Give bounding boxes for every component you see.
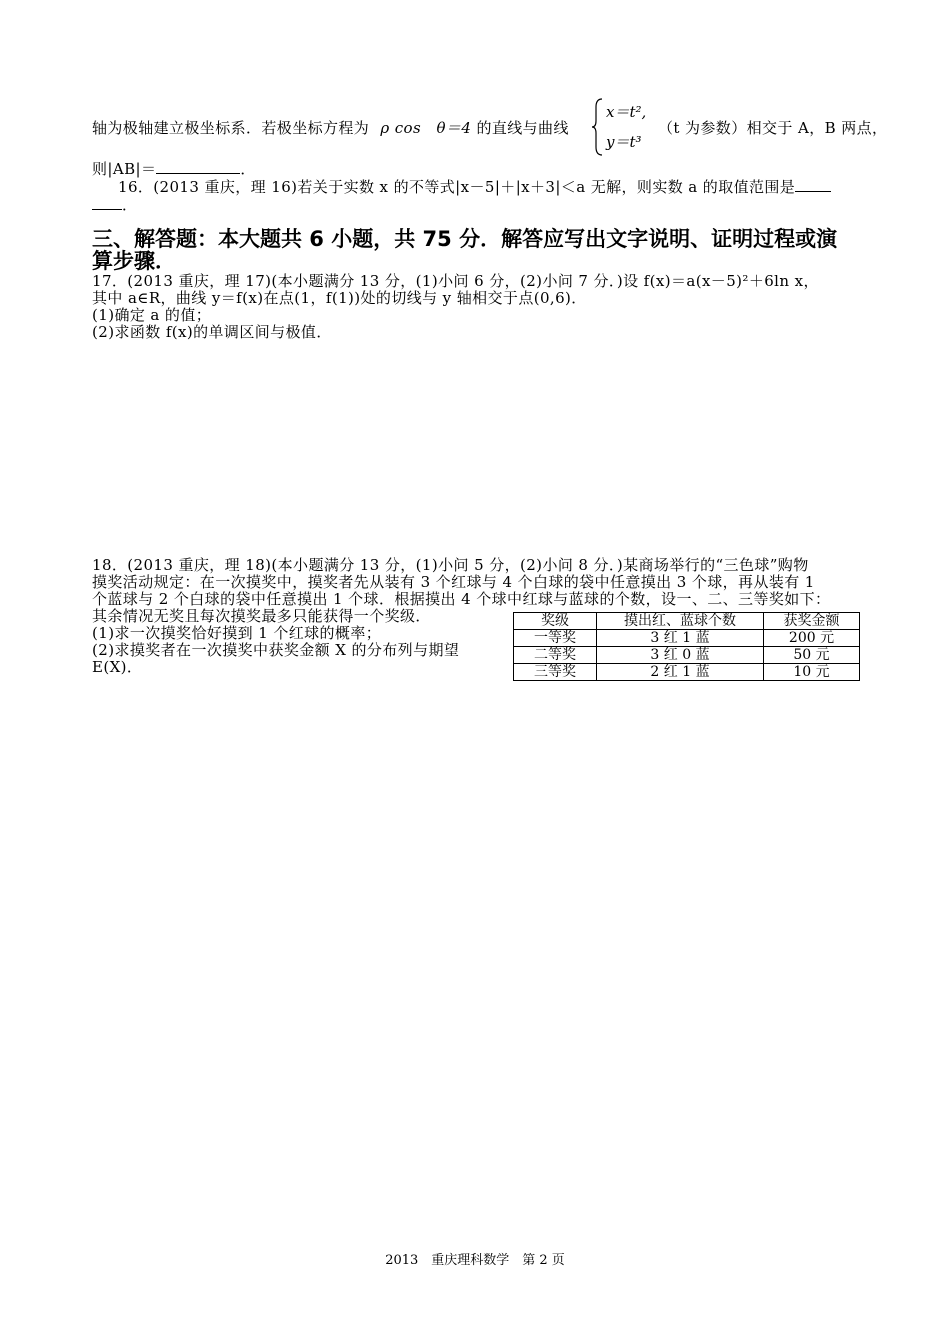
q17-part2: (2)求函数 f(x)的单调区间与极值． xyxy=(92,323,332,341)
q15-polar-equation: ρ cos θ＝4 xyxy=(380,119,472,137)
q15-line1 xyxy=(92,120,569,137)
table-cell: 三等奖 xyxy=(514,664,597,681)
prize-table xyxy=(513,612,860,681)
answer-blank xyxy=(795,177,831,192)
q18-part1: (1)求一次摸奖恰好摸到 1 个红球的概率； xyxy=(92,624,382,642)
table-cell: 2 红 1 蓝 xyxy=(597,664,764,681)
table-header-row xyxy=(514,613,860,630)
q17-line1: 17．(2013 重庆，理 17)(本小题满分 13 分，(1)小问 6 分，(2)小问 7 分．)设 f(x)＝a(x－5)²＋6ln x， xyxy=(92,272,819,290)
table-cell: 10 元 xyxy=(764,664,860,681)
table-cell: 二等奖 xyxy=(514,647,597,664)
q16-text: 16．(2013 重庆，理 16)若关于实数 x 的不等式|x－5|＋|x＋3|＜a 无解，则实数 a 的取值范围是 xyxy=(118,178,796,196)
table-cell: 50 元 xyxy=(764,647,860,664)
q18-part2-cont: E(X)． xyxy=(92,658,143,676)
q15-text-d: （t 为参数）相交于 A，B 两点， xyxy=(658,119,888,137)
q18-line3: 个蓝球与 2 个白球的袋中任意摸出 1 个球．根据摸出 4 个球中红球与蓝球的个数，设一、二、三等奖如下： xyxy=(92,590,831,608)
q16-line1 xyxy=(118,177,831,196)
parametric-eq-x: x＝t², xyxy=(606,103,647,121)
page-footer: 2013 重庆理科数学 第 2 页 xyxy=(385,1253,565,1268)
q15-text-a: 轴为极轴建立极坐标系．若极坐标方程为 xyxy=(92,119,370,137)
q15-ab-label: 则|AB|＝ xyxy=(92,160,157,178)
q15-line2: 则|AB|＝ ． xyxy=(92,160,256,178)
section-heading-line1: 三、解答题：本大题共 6 小题，共 75 分．解答应写出文字说明、证明过程或演 xyxy=(92,227,838,251)
table-row xyxy=(514,647,860,664)
q15-text-c: 的直线与曲线 xyxy=(476,119,569,137)
left-brace-icon xyxy=(592,97,604,157)
q18-line2: 摸奖活动规定：在一次摸奖中，摸奖者先从装有 3 个红球与 4 个白球的袋中任意摸出 3 个球，再从装有 1 xyxy=(92,573,815,591)
answer-blank xyxy=(92,195,122,210)
q17-line2: 其中 a∈R，曲线 y＝f(x)在点(1，f(1))处的切线与 y 轴相交于点(0,6)． xyxy=(92,289,587,307)
table-row xyxy=(514,664,860,681)
parametric-system xyxy=(592,97,662,157)
q16-line2: ． xyxy=(92,195,137,214)
table-header-cell: 获奖金额 xyxy=(764,613,860,630)
q18-part2: (2)求摸奖者在一次摸奖中获奖金额 X 的分布列与期望 xyxy=(92,641,460,659)
q18-line4: 其余情况无奖且每次摸奖最多只能获得一个奖级． xyxy=(92,607,431,625)
table-header-cell: 奖级 xyxy=(514,613,597,630)
table-row xyxy=(514,630,860,647)
q18-line1: 18．(2013 重庆，理 18)(本小题满分 13 分，(1)小问 5 分，(2)小问 8 分．)某商场举行的“三色球”购物 xyxy=(92,556,809,574)
section-heading-line2: 算步骤． xyxy=(92,249,176,273)
answer-blank xyxy=(156,159,240,174)
table-cell: 3 红 1 蓝 xyxy=(597,630,764,647)
table-cell: 一等奖 xyxy=(514,630,597,647)
q17-part1: (1)确定 a 的值； xyxy=(92,306,212,324)
table-header-cell: 摸出红、蓝球个数 xyxy=(597,613,764,630)
table-cell: 3 红 0 蓝 xyxy=(597,647,764,664)
parametric-eq-y: y＝t³ xyxy=(606,133,642,151)
table-cell: 200 元 xyxy=(764,630,860,647)
